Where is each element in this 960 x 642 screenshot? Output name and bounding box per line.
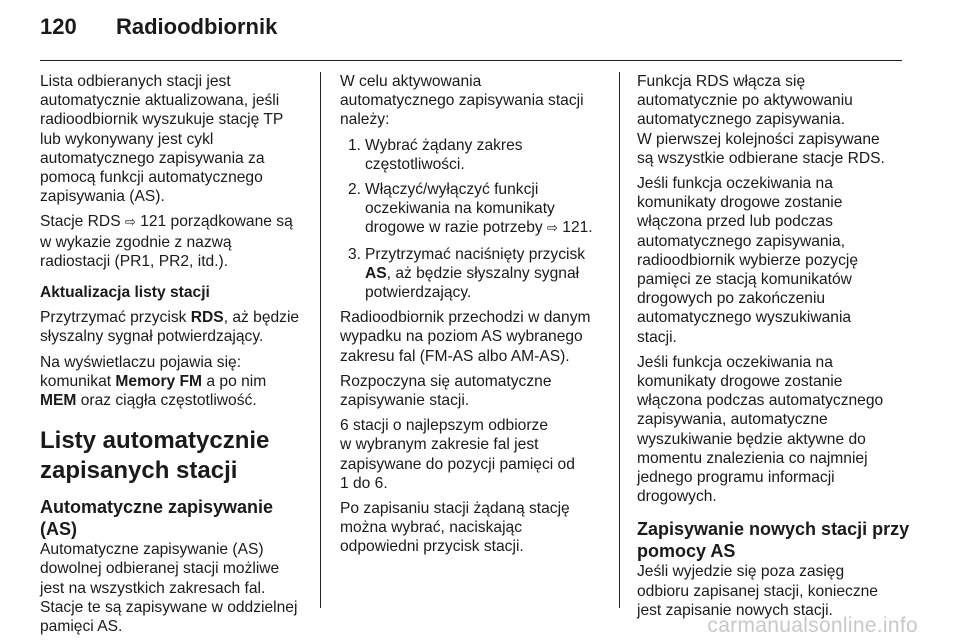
subheading: Aktualizacja listy stacji (40, 284, 210, 302)
paragraph: Na wyświetlaczu pojawia się: komunikat Memory FM a po nim MEM oraz ciągła częstotliwość. (40, 353, 267, 410)
numbered-list (340, 136, 612, 303)
paragraph: Radioodbiornik przechodzi w danym wypadku na poziom AS wybranego zakresu fal (FM-AS albo AM-AS). (340, 309, 591, 365)
button-name: RDS (190, 309, 224, 327)
page-reference[interactable]: 121. (557, 219, 593, 237)
paragraph: W celu aktywowania automatycznego zapisywania stacji należy: (340, 73, 584, 129)
paragraph: Lista odbieranych stacji jest automatycznie aktualizowana, jeśli radioodbiornik wyszukuje stację TP lub wykonywany jest cykl automatycznego zapisywania za pomocą funkcji automatycznego zapisywania (AS). (40, 73, 284, 206)
paragraph: Funkcja RDS włącza się automatycznie po aktywowaniu automatycznego zapisywania. W pierwszej kolejności zapisywane są wszystkie odbierane stacje RDS. (637, 73, 885, 167)
watermark: carmanualsonline.info (707, 614, 918, 637)
section-title: Listy automatycznie zapisanych stacji (40, 427, 270, 485)
subsection-title: Automatyczne zapisywanie (AS) (40, 497, 274, 540)
paragraph: Automatyczne zapisywanie (AS) dowolnej odbieranej stacji możliwe jest na wszystkich zakresach fal. Stacje te są zapisywane w oddzielnej pamięci AS. (40, 541, 298, 636)
chapter-title: Radioodbiornik (116, 14, 278, 39)
column-middle (340, 72, 612, 563)
page-number: 120 (40, 14, 77, 39)
paragraph: 6 stacji o najlepszym odbiorze w wybranym zakresie fal jest zapisywane do pozycji pamięci od 1 do 6. (340, 417, 575, 492)
paragraph: Jeśli funkcja oczekiwania na komunikaty drogowe zostanie włączona przed lub podczas automatycznego zapisywania, radioodbiornik wybierze pozycję pamięci ze stacją komunikatów drogowych po zakończeniu automatycznego wyszukiwania stacji. (637, 175, 859, 346)
list-item: 3. Przytrzymać naciśnięty przycisk AS, aż będzie słyszalny sygnał potwierdzający. (348, 245, 586, 302)
page-reference[interactable]: 121 porządkowane są (135, 213, 293, 231)
paragraph: Stacje RDS ⇨ 121 porządkowane są w wykazie zgodnie z nazwą radiostacji (PR1, PR2, itd.). (40, 213, 293, 270)
column-divider (619, 72, 620, 608)
column-left (40, 72, 310, 642)
display-message: MEM (40, 392, 77, 410)
paragraph: Przytrzymać przycisk RDS, aż będzie słyszalny sygnał potwierdzający. (40, 309, 300, 346)
paragraph: Po zapisaniu stacji żądaną stację można wybrać, naciskając odpowiedni przycisk stacji. (340, 500, 570, 556)
column-divider (320, 72, 321, 608)
subsection-title: Zapisywanie nowych stacji przy pomocy AS (637, 519, 910, 562)
header-rule (40, 60, 902, 61)
page-reference-arrow-icon[interactable]: ⇨ (124, 215, 136, 231)
paragraph: Rozpoczyna się automatyczne zapisywanie stacji. (340, 372, 552, 410)
paragraph: Jeśli funkcja oczekiwania na komunikaty drogowe zostanie włączona podczas automatycznego zapisywania, automatyczne wyszukiwanie będzie aktywne do momentu znalezienia co najmniej jednego programu informacji drogowych. (637, 353, 884, 506)
list-item: 2. Włączyć/wyłączyć funkcji oczekiwania na komunikaty drogowe w razie potrzeby ⇨ 121. (348, 181, 593, 237)
page-reference-arrow-icon[interactable]: ⇨ (547, 221, 558, 237)
display-message: Memory FM (115, 372, 203, 390)
list-item: 1. Wybrać żądany zakres częstotliwości. (348, 136, 523, 173)
button-name: AS (365, 264, 387, 282)
paragraph: Jeśli wyjedzie się poza zasięg odbioru zapisanej stacji, konieczne jest zapisanie nowych stacji. (637, 563, 878, 619)
